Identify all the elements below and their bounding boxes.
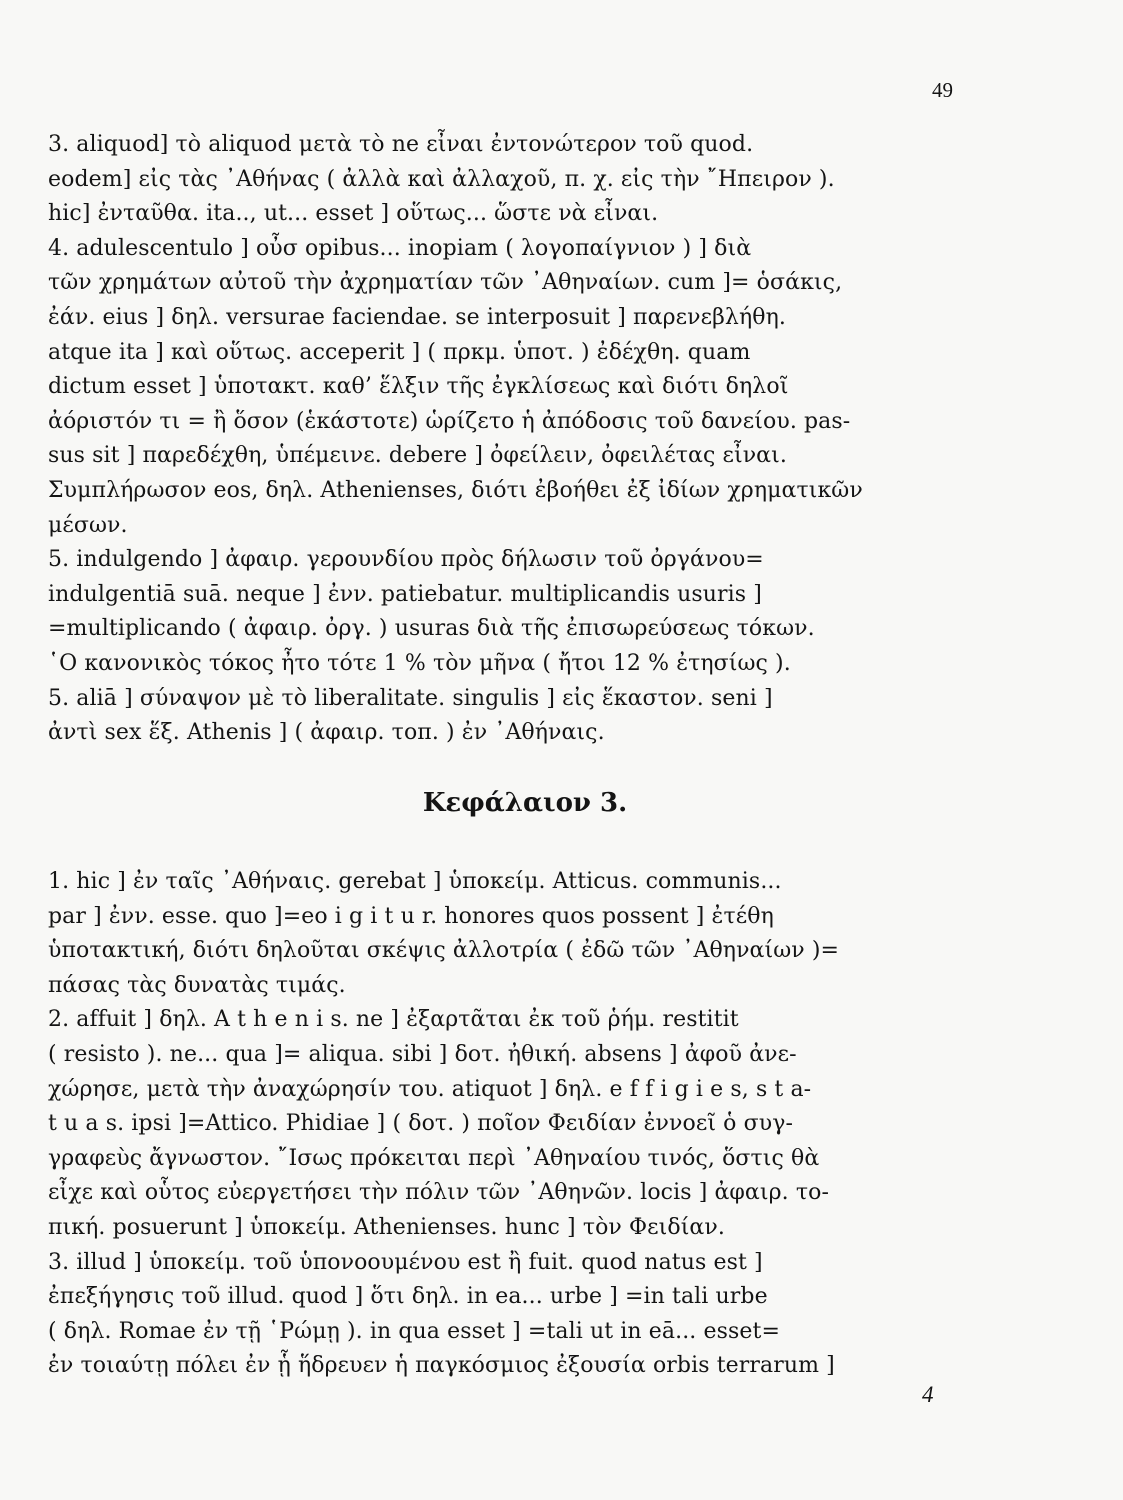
text-line: ἐν τοιαύτῃ πόλει ἐν ᾗ ἥδρευεν ἡ παγκόσμιος ἐξουσία orbis terrarum ]	[48, 1353, 835, 1379]
chapter-heading: Κεφάλαιον 3.	[422, 788, 628, 818]
text-line: γραφεὺς ἄγνωστον. ῎Ισως πρόκειται περὶ ᾿Αθηναίου τινός, ὅστις θὰ	[48, 1145, 820, 1171]
text-line: ὑποτακτική, διότι δηλοῦται σκέψις ἀλλοτρία ( ἐδῶ τῶν ᾿Αθηναίων )=	[48, 938, 840, 964]
text-line: =multiplicando ( ἀφαιρ. ὀργ. ) usuras διὰ τῆς ἐπισωρεύσεως τόκων.	[48, 616, 815, 642]
text-line: ( δηλ. Romae ἐν τῇ ῾Ρώμῃ ). in qua esset ] =tali ut in eā... esset=	[48, 1318, 780, 1344]
text-line: 3. aliquod] τὸ aliquod μετὰ τὸ ne εἶναι ἐντονώτερον τοῦ quod.	[48, 132, 754, 157]
text-line: sus sit ] παρεδέχθη, ὑπέμεινε. debere ] ὀφείλειν, ὀφειλέτας εἶναι.	[48, 443, 787, 469]
text-line: Συμπλήρωσον eos, δηλ. Athenienses, διότι ἐβοήθει ἐξ ἰδίων χρηματικῶν	[48, 477, 863, 503]
text-line: ἀντὶ sex ἕξ. Athenis ] ( ἀφαιρ. τοπ. ) ἐν ᾿Αθήναις.	[48, 720, 605, 746]
text-line: atque ita ] καὶ οὕτως. acceperit ] ( πρκμ. ὑποτ. ) ἐδέχθη. quam	[48, 339, 751, 365]
text-line: μέσων.	[48, 512, 128, 538]
text-line: 1. hic ] ἐν ταῖς ᾿Αθήναις. gerebat ] ὑποκείμ. Atticus. communis...	[48, 869, 782, 894]
text-line: t u a s. ipsi ]=Attico. Phidiae ] ( δοτ. ) ποῖον Φειδίαν ἐννοεῖ ὁ συγ-	[48, 1111, 793, 1137]
signature-mark: 4	[922, 1382, 934, 1407]
page-number: 49	[932, 78, 953, 102]
text-line: 3. illud ] ὑποκείμ. τοῦ ὑπονοουμένου est ἢ fuit. quod natus est ]	[48, 1249, 763, 1275]
text-line: 4. adulescentulo ] οὖσ opibus... inopiam ( λογοπαίγνιον ) ] διὰ	[48, 235, 752, 261]
text-line: ( resisto ). ne... qua ]= aliqua. sibi ] δοτ. ἠθική. absens ] ἀφοῦ ἀνε-	[48, 1041, 797, 1067]
text-line: 2. affuit ] δηλ. A t h e n i s. ne ] ἐξαρτᾶται ἐκ τοῦ ῥήμ. restitit	[48, 1007, 739, 1033]
text-line: ῾Ο κανονικὸς τόκος ἦτο τότε 1 % τὸν μῆνα ( ἤτοι 12 % ἐτησίως ).	[48, 650, 791, 676]
text-line: τῶν χρημάτων αὐτοῦ τὴν ἀχρηματίαν τῶν ᾿Αθηναίων. cum ]= ὁσάκις,	[48, 270, 843, 296]
text-line: πική. posuerunt ] ὑποκείμ. Athenienses. hunc ] τὸν Φειδίαν.	[48, 1214, 725, 1240]
text-line: χώρησε, μετὰ τὴν ἀναχώρησίν του. atiquot ] δηλ. e f f i g i e s, s t a-	[48, 1076, 812, 1102]
text-line: hic] ἐνταῦθα. ita.., ut... esset ] οὕτως... ὥστε νὰ εἶναι.	[48, 201, 659, 227]
text-line: ἀόριστόν τι = ἢ ὅσον (ἑκάστοτε) ὡρίζετο ἡ ἀπόδοσις τοῦ δανείου. pas-	[48, 408, 851, 434]
text-line: 5. indulgendo ] ἀφαιρ. γερουνδίου πρὸς δήλωσιν τοῦ ὀργάνου=	[48, 547, 764, 573]
text-line: par ] ἐνν. esse. quo ]=eo i g i t u r. honores quos possent ] ἐτέθη	[48, 903, 774, 929]
text-line: ἐπεξήγησις τοῦ illud. quod ] ὅτι δηλ. in ea... urbe ] =in tali urbe	[48, 1284, 768, 1310]
text-line: eodem] εἰς τὰς ᾿Αθήνας ( ἀλλὰ καὶ ἀλλαχοῦ, π. χ. εἰς τὴν ῎Ηπειρον ).	[48, 166, 835, 192]
text-line: ἐάν. eius ] δηλ. versurae faciendae. se interposuit ] παρενεβλήθη.	[48, 304, 786, 330]
text-line: εἶχε καὶ οὗτος εὐεργετήσει τὴν πόλιν τῶν ᾿Αθηνῶν. locis ] ἀφαιρ. το-	[48, 1180, 829, 1206]
text-line: dictum esset ] ὑποτακτ. καθ’ ἕλξιν τῆς ἐγκλίσεως καὶ διότι δηλοῖ	[48, 374, 789, 400]
text-line: 5. aliā ] σύναψον μὲ τὸ liberalitate. singulis ] εἰς ἕκαστον. seni ]	[48, 685, 773, 711]
text-line: πάσας τὰς δυνατὰς τιμάς.	[48, 972, 346, 998]
section-2-commentary	[48, 865, 973, 1384]
section-1-commentary	[48, 128, 973, 751]
text-line: indulgentiā suā. neque ] ἐνν. patiebatur. multiplicandis usuris ]	[48, 581, 762, 607]
